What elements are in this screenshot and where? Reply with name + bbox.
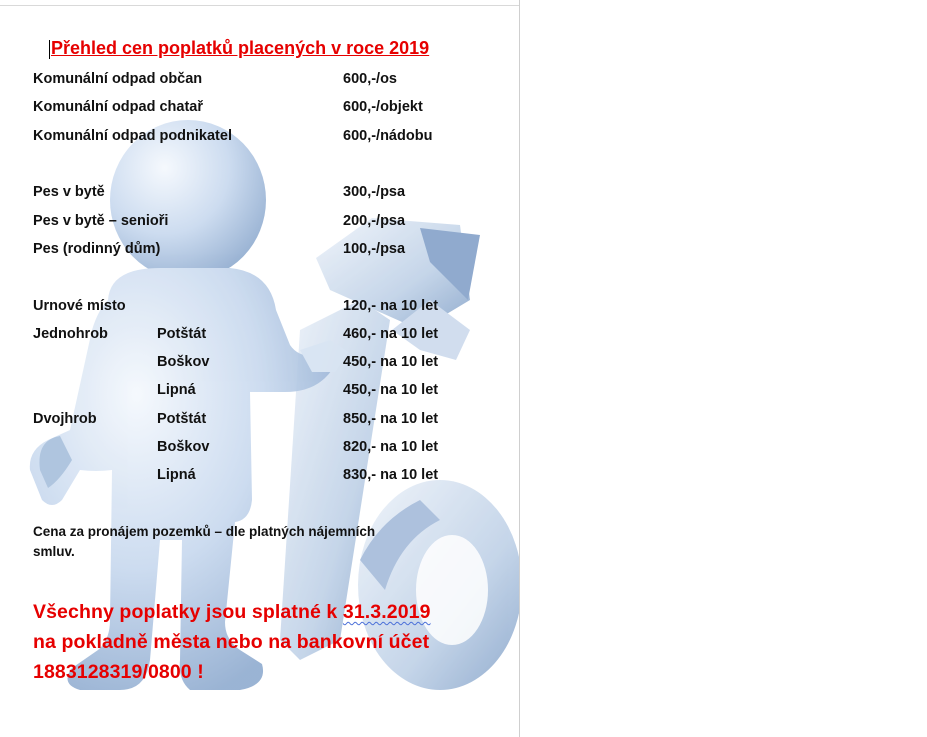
fee-price: 830,- na 10 let [343,467,439,483]
text-cursor [49,40,50,59]
fee-label: Pes v bytě – senioři [33,213,169,229]
fee-price: 600,-/objekt [343,99,423,115]
fee-label: Urnové místo [33,298,126,314]
fee-price: 450,- na 10 let [343,354,439,370]
fee-price: 600,-/nádobu [343,128,433,144]
fee-location: Potštát [157,326,207,342]
fee-label: Pes (rodinný dům) [33,241,161,257]
fee-label: Komunální odpad chatař [33,99,203,115]
fee-location: Potštát [157,411,207,427]
fee-price: 100,-/psa [343,241,406,257]
due-date: 31.3.2019 [342,601,431,623]
fee-price: 850,- na 10 let [343,411,439,427]
fee-location: Lipná [157,467,196,483]
fee-price: 300,-/psa [343,184,406,200]
lease-note: smluv. [33,544,75,559]
fee-label: Komunální odpad občan [33,71,203,87]
fee-price: 200,-/psa [343,213,406,229]
payment-notice [33,601,431,624]
fee-price: 820,- na 10 let [343,439,439,455]
fee-price: 600,-/os [343,71,397,87]
fee-price: 450,- na 10 let [343,382,439,398]
fee-location: Lipná [157,382,196,398]
page-title: Přehled cen poplatků placených v roce 2019 [51,38,430,58]
fee-label: Komunální odpad podnikatel [33,128,232,144]
fee-label: Pes v bytě [33,184,105,200]
payment-notice-text: Všechny poplatky jsou splatné k [33,601,343,623]
fee-location: Boškov [157,439,210,455]
fee-label: Jednohrob [33,326,108,342]
payment-notice-text: na pokladně města nebo na bankovní účet [33,631,430,653]
fee-label: Dvojhrob [33,411,97,427]
bank-account: 1883128319/0800 ! [33,661,204,683]
fee-price: 460,- na 10 let [343,326,439,342]
fee-location: Boškov [157,354,210,370]
fee-price: 120,- na 10 let [343,298,439,314]
lease-note: Cena za pronájem pozemků – dle platných nájemních [33,524,376,539]
